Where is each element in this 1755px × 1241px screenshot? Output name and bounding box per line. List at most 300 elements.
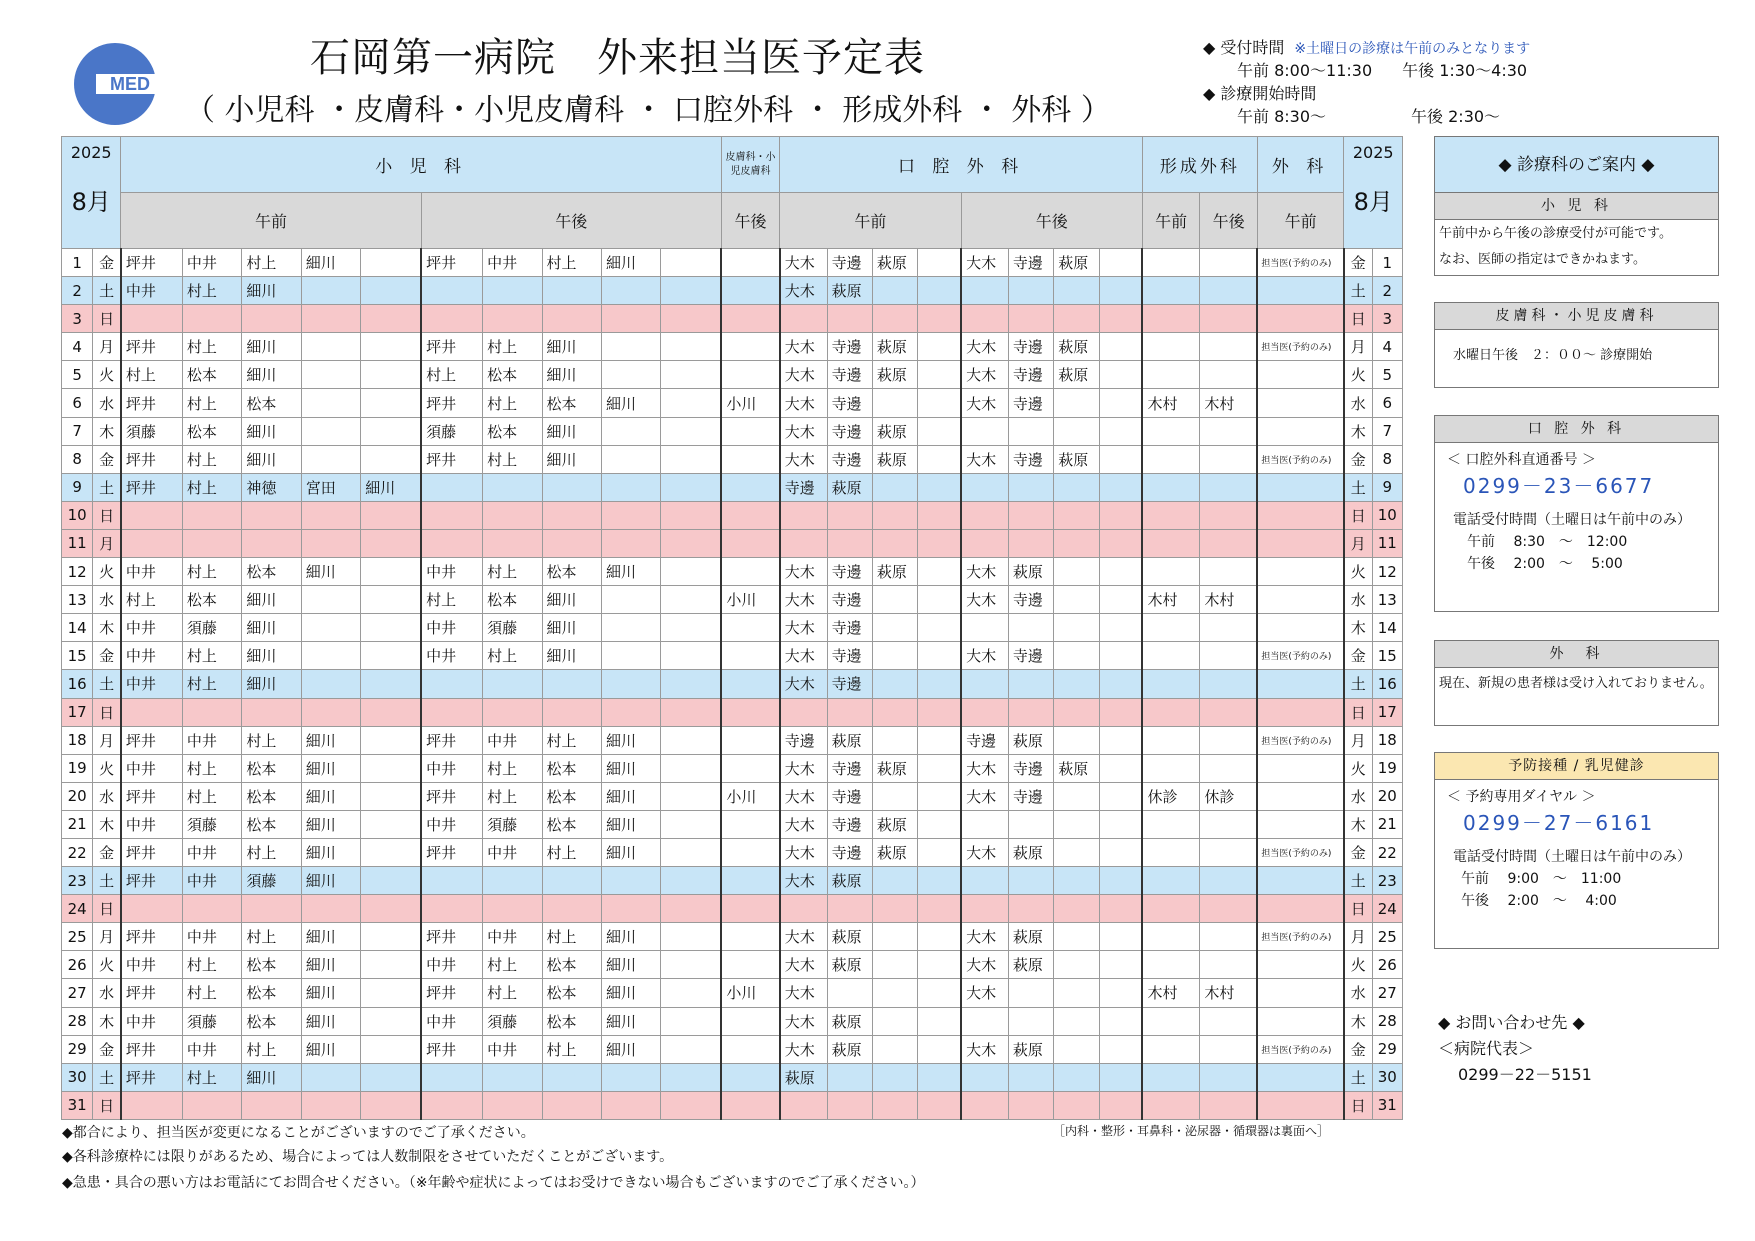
oral-am-doctor: 萩原 — [827, 726, 872, 754]
pediatrics-pm-doctor — [542, 305, 601, 333]
day-number: 27 — [1372, 979, 1402, 1007]
pediatrics-pm-doctor: 村上 — [483, 754, 542, 782]
pediatrics-am-doctor: 村上 — [182, 951, 241, 979]
table-row — [62, 277, 1403, 305]
weekday: 火 — [1344, 361, 1372, 389]
dermatology-pm-doctor — [721, 473, 779, 501]
oral-am-doctor — [827, 895, 872, 923]
pediatrics-am-doctor: 須藤 — [182, 810, 241, 838]
oral-pm-doctor — [1099, 867, 1142, 895]
pediatrics-am-doctor — [182, 1091, 241, 1119]
pediatrics-pm-doctor: 坪井 — [421, 333, 482, 361]
oral-pm-doctor — [1099, 501, 1142, 529]
oral-am-doctor — [780, 895, 827, 923]
pediatrics-am-doctor: 松本 — [242, 754, 301, 782]
pediatrics-am-doctor — [361, 979, 421, 1007]
oral-pm-doctor — [1054, 1063, 1099, 1091]
page-title: 石岡第一病院 外来担当医予定表 — [310, 35, 925, 81]
pediatrics-am-doctor: 坪井 — [121, 979, 182, 1007]
pediatrics-pm-doctor: 中井 — [421, 810, 482, 838]
oral-pm-doctor — [1099, 1091, 1142, 1119]
plastic-pm-doctor — [1200, 642, 1257, 670]
dermatology-pm-doctor — [721, 361, 779, 389]
pediatrics-am-doctor: 細川 — [301, 951, 360, 979]
pediatrics-pm-doctor — [661, 923, 721, 951]
pediatrics-am-doctor: 中井 — [121, 558, 182, 586]
day-number: 10 — [1372, 501, 1402, 529]
dermatology-pm-header: 午後 — [721, 193, 779, 249]
day-number: 23 — [62, 867, 93, 895]
footer-note-3: ◆急患・具合の悪い方はお電話にてお問合せください。（※年齢や症状によってはお受けできない場合もございますのでご了承ください。） — [62, 1175, 925, 1191]
pediatrics-am-header: 午前 — [121, 193, 421, 249]
oral-am-doctor — [872, 389, 917, 417]
oral-am-doctor — [827, 305, 872, 333]
pediatrics-pm-doctor: 坪井 — [421, 782, 482, 810]
surgery-am-doctor — [1257, 754, 1344, 782]
oral-pm-doctor: 大木 — [961, 558, 1008, 586]
weekday: 日 — [93, 895, 121, 923]
pediatrics-am-doctor: 須藤 — [242, 867, 301, 895]
weekday: 金 — [1344, 838, 1372, 866]
pediatrics-am-doctor: 松本 — [182, 417, 241, 445]
surgery-am-doctor: 担当医(予約のみ) — [1257, 726, 1344, 754]
pediatrics-am-doctor — [121, 895, 182, 923]
oral-pm-doctor: 大木 — [961, 979, 1008, 1007]
pediatrics-am-doctor: 中井 — [121, 670, 182, 698]
pediatrics-am-doctor: 村上 — [182, 333, 241, 361]
oral-am-doctor — [780, 529, 827, 557]
contact-label: ＜病院代表＞ — [1438, 1039, 1535, 1058]
pediatrics-am-doctor: 細川 — [301, 1035, 360, 1063]
pediatrics-am-doctor — [361, 305, 421, 333]
pediatrics-pm-doctor: 村上 — [483, 445, 542, 473]
oral-am-doctor: 萩原 — [827, 923, 872, 951]
oral-pm-doctor — [1008, 501, 1053, 529]
pediatrics-pm-doctor — [661, 417, 721, 445]
oral-pm-doctor — [1008, 979, 1053, 1007]
plastic-am-doctor — [1142, 1063, 1199, 1091]
pediatrics-am-doctor: 坪井 — [121, 867, 182, 895]
year-month-header-right — [1344, 137, 1403, 249]
oral-pm-doctor — [1099, 1007, 1142, 1035]
plastic-am-doctor — [1142, 754, 1199, 782]
plastic-pm-doctor — [1200, 333, 1257, 361]
pediatrics-am-doctor: 細川 — [301, 838, 360, 866]
oral-pm-doctor: 大木 — [961, 951, 1008, 979]
surgery-am-doctor — [1257, 473, 1344, 501]
oral-am-doctor — [918, 305, 961, 333]
pediatrics-pm-doctor: 細川 — [601, 979, 660, 1007]
plastic-am-doctor — [1142, 867, 1199, 895]
day-number: 18 — [1372, 726, 1402, 754]
surgery-am-doctor — [1257, 529, 1344, 557]
plastic-pm-doctor: 休診 — [1200, 782, 1257, 810]
table-row — [62, 501, 1403, 529]
table-row — [62, 1007, 1403, 1035]
weekday: 日 — [1344, 501, 1372, 529]
oral-pm-doctor — [1008, 1091, 1053, 1119]
oral-am-doctor: 寺邊 — [827, 754, 872, 782]
table-row — [62, 642, 1403, 670]
oral-pm-doctor — [1008, 1063, 1053, 1091]
pediatrics-pm-doctor: 松本 — [542, 951, 601, 979]
reception-time-row — [1203, 35, 1530, 58]
oral-pm-doctor: 大木 — [961, 923, 1008, 951]
plastic-am-doctor — [1142, 670, 1199, 698]
oral-pm-doctor — [961, 1007, 1008, 1035]
day-number: 5 — [62, 361, 93, 389]
oral-am-doctor: 萩原 — [827, 473, 872, 501]
pediatrics-pm-doctor — [601, 1063, 660, 1091]
month-label: 8月 — [71, 188, 111, 216]
pediatrics-pm-doctor: 村上 — [483, 642, 542, 670]
day-number: 2 — [62, 277, 93, 305]
pediatrics-am-doctor — [301, 417, 360, 445]
vaccination-phone-number: 0299－27－6161 — [1463, 811, 1655, 835]
pediatrics-am-doctor — [361, 445, 421, 473]
plastic-am-doctor: 木村 — [1142, 389, 1199, 417]
surgery-am-doctor — [1257, 895, 1344, 923]
day-number: 6 — [1372, 389, 1402, 417]
plastic-pm-doctor: 木村 — [1200, 586, 1257, 614]
pediatrics-am-doctor: 細川 — [242, 586, 301, 614]
oral-am-doctor — [872, 642, 917, 670]
oral-am-doctor: 大木 — [780, 361, 827, 389]
oral-am-doctor: 萩原 — [872, 333, 917, 361]
plastic-pm-doctor — [1200, 445, 1257, 473]
day-number: 22 — [1372, 838, 1402, 866]
oral-am-doctor — [872, 782, 917, 810]
pediatrics-am-doctor: 中井 — [182, 838, 241, 866]
dermatology-pm-doctor: 小川 — [721, 979, 779, 1007]
plastic-am-doctor — [1142, 558, 1199, 586]
pediatrics-am-doctor: 村上 — [182, 558, 241, 586]
weekday: 月 — [93, 923, 121, 951]
vaccination-box-title: 予防接種 / 乳児健診 — [1435, 753, 1718, 780]
oral-am-doctor: 大木 — [780, 951, 827, 979]
plastic-pm-doctor — [1200, 417, 1257, 445]
oral-am-doctor — [918, 867, 961, 895]
weekday: 水 — [1344, 782, 1372, 810]
pediatrics-pm-doctor — [483, 529, 542, 557]
pediatrics-am-doctor: 中井 — [182, 923, 241, 951]
dermatology-pm-doctor — [721, 249, 779, 277]
plastic-pm-doctor — [1200, 277, 1257, 305]
pediatrics-am-doctor — [121, 529, 182, 557]
pediatrics-am-doctor: 宮田 — [301, 473, 360, 501]
dermatology-pm-doctor: 小川 — [721, 586, 779, 614]
day-number: 19 — [62, 754, 93, 782]
plastic-am-doctor — [1142, 1091, 1199, 1119]
vaccination-hours-am: 午前 9:00 ～ 11:00 — [1461, 871, 1622, 887]
oral-am-doctor: 大木 — [780, 333, 827, 361]
pediatrics-pm-doctor: 中井 — [421, 558, 482, 586]
pediatrics-pm-doctor — [483, 867, 542, 895]
table-row — [62, 333, 1403, 361]
oral-pm-doctor — [1099, 586, 1142, 614]
pediatrics-pm-doctor — [421, 867, 482, 895]
pediatrics-pm-doctor: 坪井 — [421, 389, 482, 417]
plastic-am-doctor — [1142, 642, 1199, 670]
pediatrics-pm-doctor — [601, 501, 660, 529]
pediatrics-pm-doctor — [542, 277, 601, 305]
surgery-am-doctor — [1257, 305, 1344, 333]
vaccination-hours-label: 電話受付時間（土曜日は午前中のみ） — [1453, 849, 1691, 865]
day-number: 3 — [1372, 305, 1402, 333]
pediatrics-am-doctor — [361, 838, 421, 866]
pediatrics-pm-doctor: 村上 — [483, 979, 542, 1007]
pediatrics-pm-doctor: 坪井 — [421, 249, 482, 277]
oral-am-doctor — [918, 614, 961, 642]
plastic-pm-doctor — [1200, 867, 1257, 895]
oral-pm-doctor — [1099, 923, 1142, 951]
weekday: 水 — [93, 782, 121, 810]
oral-am-doctor: 大木 — [780, 810, 827, 838]
oral-am-doctor: 寺邊 — [827, 670, 872, 698]
pediatrics-pm-doctor — [661, 979, 721, 1007]
plastic-pm-doctor — [1200, 529, 1257, 557]
oral-am-doctor — [918, 417, 961, 445]
day-number: 18 — [62, 726, 93, 754]
plastic-am-doctor — [1142, 249, 1199, 277]
surgery-am-doctor: 担当医(予約のみ) — [1257, 445, 1344, 473]
weekday: 金 — [1344, 445, 1372, 473]
oral-pm-doctor — [1054, 501, 1099, 529]
oral-am-doctor: 寺邊 — [827, 333, 872, 361]
oral-pm-doctor — [1008, 277, 1053, 305]
plastic-am-doctor — [1142, 333, 1199, 361]
surgery-am-doctor: 担当医(予約のみ) — [1257, 1035, 1344, 1063]
pediatrics-pm-doctor: 須藤 — [483, 810, 542, 838]
pediatrics-pm-doctor: 坪井 — [421, 923, 482, 951]
weekday: 木 — [93, 417, 121, 445]
plastic-pm-doctor — [1200, 614, 1257, 642]
weekday: 月 — [1344, 726, 1372, 754]
dermatology-pm-doctor — [721, 838, 779, 866]
pediatrics-pm-doctor: 村上 — [421, 361, 482, 389]
table-row — [62, 529, 1403, 557]
weekday: 木 — [93, 810, 121, 838]
pediatrics-pm-doctor: 細川 — [601, 782, 660, 810]
pediatrics-pm-doctor: 村上 — [483, 782, 542, 810]
pediatrics-pm-doctor: 中井 — [421, 754, 482, 782]
day-number: 14 — [62, 614, 93, 642]
plastic-am-doctor — [1142, 951, 1199, 979]
oral-pm-doctor — [1099, 838, 1142, 866]
pediatrics-am-doctor: 坪井 — [121, 249, 182, 277]
pediatrics-pm-doctor — [483, 1091, 542, 1119]
day-number: 11 — [1372, 529, 1402, 557]
weekday: 火 — [1344, 951, 1372, 979]
day-number: 3 — [62, 305, 93, 333]
dermatology-pm-doctor — [721, 895, 779, 923]
oral-am-doctor: 寺邊 — [827, 838, 872, 866]
pediatrics-pm-doctor — [542, 501, 601, 529]
table-row — [62, 473, 1403, 501]
day-number: 11 — [62, 529, 93, 557]
pediatrics-am-doctor — [361, 1035, 421, 1063]
oral-pm-doctor: 萩原 — [1054, 445, 1099, 473]
plastic-am-doctor — [1142, 1007, 1199, 1035]
pediatrics-am-doctor: 細川 — [242, 670, 301, 698]
oral-am-doctor: 寺邊 — [827, 417, 872, 445]
pediatrics-pm-doctor: 細川 — [601, 838, 660, 866]
oral-pm-doctor — [961, 501, 1008, 529]
pediatrics-am-doctor: 松本 — [242, 979, 301, 1007]
pediatrics-am-doctor — [301, 445, 360, 473]
pediatrics-pm-doctor — [661, 698, 721, 726]
plastic-am-doctor — [1142, 614, 1199, 642]
pediatrics-am-doctor: 村上 — [242, 838, 301, 866]
pediatrics-am-doctor — [361, 529, 421, 557]
pediatrics-am-doctor — [242, 698, 301, 726]
pediatrics-am-doctor — [242, 895, 301, 923]
oral-pm-doctor: 寺邊 — [1008, 754, 1053, 782]
pediatrics-pm-doctor: 中井 — [483, 838, 542, 866]
pediatrics-am-doctor: 細川 — [242, 277, 301, 305]
dermatology-pm-doctor — [721, 923, 779, 951]
oral-pm-doctor — [1099, 726, 1142, 754]
pediatrics-am-doctor — [361, 1007, 421, 1035]
day-number: 22 — [62, 838, 93, 866]
oral-am-doctor — [918, 979, 961, 1007]
surgery-am-doctor — [1257, 389, 1344, 417]
weekday: 日 — [1344, 895, 1372, 923]
pediatrics-pm-doctor: 須藤 — [421, 417, 482, 445]
plastic-pm-doctor — [1200, 361, 1257, 389]
pediatrics-pm-doctor: 細川 — [542, 642, 601, 670]
pediatrics-am-doctor: 松本 — [242, 1007, 301, 1035]
day-number: 15 — [1372, 642, 1402, 670]
oral-pm-doctor — [1054, 867, 1099, 895]
plastic-am-doctor — [1142, 305, 1199, 333]
oral-am-doctor: 大木 — [780, 614, 827, 642]
pediatrics-am-doctor: 坪井 — [121, 1063, 182, 1091]
oral-pm-doctor: 寺邊 — [1008, 782, 1053, 810]
pediatrics-pm-doctor: 松本 — [542, 810, 601, 838]
pediatrics-pm-header: 午後 — [421, 193, 721, 249]
pediatrics-am-doctor — [361, 951, 421, 979]
weekday: 水 — [1344, 389, 1372, 417]
oral-am-doctor: 大木 — [780, 586, 827, 614]
oral-am-doctor — [918, 1063, 961, 1091]
pediatrics-am-doctor — [182, 501, 241, 529]
month-label: 8月 — [1353, 188, 1393, 216]
pediatrics-am-doctor: 細川 — [301, 726, 360, 754]
weekday: 月 — [93, 333, 121, 361]
weekday: 土 — [93, 867, 121, 895]
pediatrics-pm-doctor — [421, 473, 482, 501]
oral-pm-doctor — [1099, 333, 1142, 361]
weekday: 日 — [93, 305, 121, 333]
pediatrics-pm-doctor — [661, 726, 721, 754]
pediatrics-pm-doctor: 松本 — [542, 979, 601, 1007]
dermatology-pm-doctor — [721, 810, 779, 838]
weekday: 日 — [1344, 1091, 1372, 1119]
oral-am-doctor: 寺邊 — [780, 473, 827, 501]
oral-am-doctor — [872, 277, 917, 305]
oral-pm-doctor: 萩原 — [1054, 361, 1099, 389]
reception-hours — [1237, 58, 1527, 81]
table-row — [62, 361, 1403, 389]
weekday: 火 — [1344, 754, 1372, 782]
weekday: 土 — [93, 670, 121, 698]
pediatrics-am-doctor — [301, 670, 360, 698]
oral-surgery-box-title: 口 腔 外 科 — [1435, 416, 1718, 443]
pediatrics-am-doctor — [361, 895, 421, 923]
day-number: 17 — [62, 698, 93, 726]
pediatrics-am-doctor — [242, 305, 301, 333]
dermatology-pm-doctor — [721, 1035, 779, 1063]
pediatrics-am-doctor: 細川 — [361, 473, 421, 501]
weekday: 土 — [93, 1063, 121, 1091]
pediatrics-pm-doctor — [601, 529, 660, 557]
oral-pm-doctor — [1008, 810, 1053, 838]
surgery-am-doctor — [1257, 1091, 1344, 1119]
day-number: 13 — [62, 586, 93, 614]
schedule-table — [61, 136, 1403, 1120]
pediatrics-pm-doctor: 中井 — [483, 726, 542, 754]
pediatrics-am-doctor — [242, 529, 301, 557]
oral-am-doctor: 寺邊 — [827, 642, 872, 670]
plastic-am-doctor — [1142, 529, 1199, 557]
oral-am-doctor: 萩原 — [872, 558, 917, 586]
table-row — [62, 838, 1403, 866]
pediatrics-pm-doctor — [661, 614, 721, 642]
oral-pm-doctor — [1054, 1091, 1099, 1119]
day-number: 15 — [62, 642, 93, 670]
plastic-am-doctor — [1142, 923, 1199, 951]
pediatrics-am-doctor: 細川 — [301, 754, 360, 782]
pediatrics-pm-doctor — [661, 249, 721, 277]
oral-pm-doctor — [1008, 670, 1053, 698]
weekday: 木 — [1344, 614, 1372, 642]
pediatrics-pm-doctor — [601, 361, 660, 389]
oral-pm-doctor: 萩原 — [1054, 333, 1099, 361]
oral-am-doctor: 大木 — [780, 277, 827, 305]
pediatrics-pm-doctor: 村上 — [542, 923, 601, 951]
oral-pm-doctor: 大木 — [961, 361, 1008, 389]
oral-pm-doctor — [961, 895, 1008, 923]
oral-am-doctor — [827, 501, 872, 529]
pediatrics-am-doctor: 須藤 — [182, 614, 241, 642]
oral-am-doctor: 寺邊 — [827, 361, 872, 389]
surgery-am-doctor — [1257, 698, 1344, 726]
pediatrics-note — [1435, 220, 1718, 273]
oral-pm-doctor — [1099, 361, 1142, 389]
plastic-pm-doctor — [1200, 249, 1257, 277]
oral-pm-doctor — [1054, 1035, 1099, 1063]
dermatology-pm-doctor — [721, 670, 779, 698]
pediatrics-pm-doctor: 須藤 — [483, 1007, 542, 1035]
dept-header-plastic-surgery: 形成外科 — [1142, 137, 1257, 193]
pediatrics-pm-doctor — [483, 305, 542, 333]
oral-pm-doctor — [1008, 1007, 1053, 1035]
oral-pm-doctor: 大木 — [961, 1035, 1008, 1063]
oral-am-doctor — [872, 1035, 917, 1063]
pediatrics-pm-doctor — [661, 1007, 721, 1035]
oral-pm-doctor — [1054, 951, 1099, 979]
pediatrics-pm-doctor — [421, 1063, 482, 1091]
plastic-am-doctor: 休診 — [1142, 782, 1199, 810]
day-number: 8 — [1372, 445, 1402, 473]
day-number: 31 — [1372, 1091, 1402, 1119]
pediatrics-am-doctor — [242, 501, 301, 529]
weekday: 土 — [1344, 867, 1372, 895]
pediatrics-pm-doctor: 細川 — [601, 810, 660, 838]
pediatrics-pm-doctor — [661, 951, 721, 979]
pediatrics-am-doctor — [301, 389, 360, 417]
